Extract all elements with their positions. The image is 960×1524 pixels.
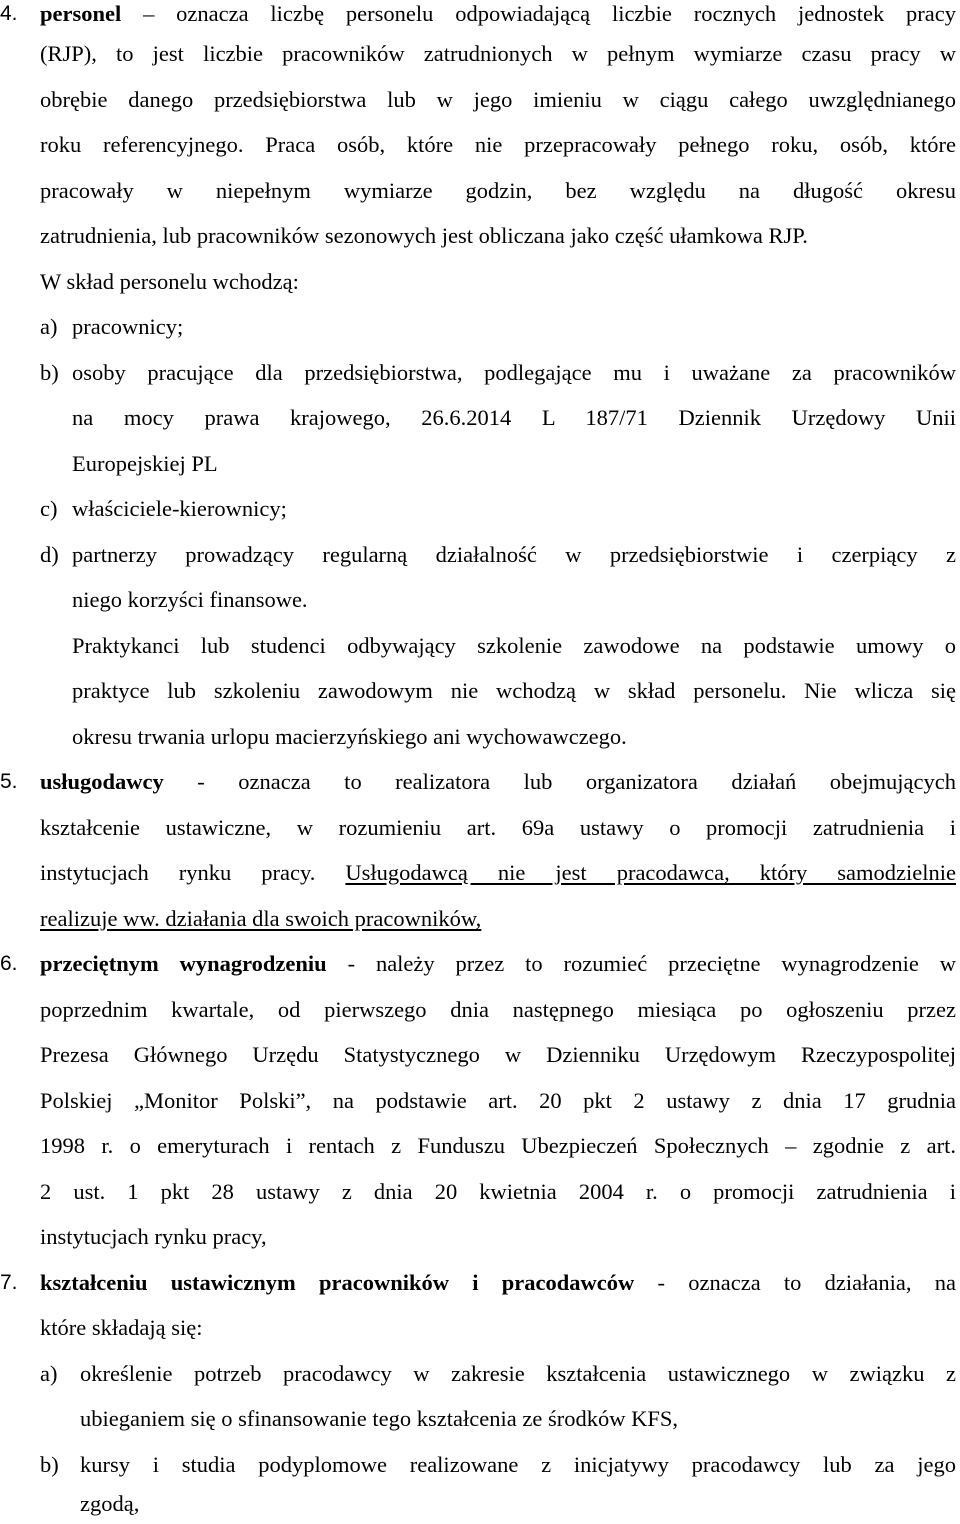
sub-item-label: a) xyxy=(40,1361,58,1386)
sub-item-label: b) xyxy=(40,360,59,385)
trainees-note-line-2 xyxy=(0,671,960,711)
item-7-line-1 xyxy=(0,1263,960,1303)
line-text: W skład personelu wchodzą: xyxy=(40,269,299,294)
item-4-line-3 xyxy=(0,80,960,120)
line-text: które składają się: xyxy=(40,1315,203,1340)
line-text xyxy=(40,899,481,939)
item-6-line-7 xyxy=(0,1217,960,1257)
definition-text: - oznacza to działania, na xyxy=(634,1270,956,1295)
underlined-text: Usługodawcą nie jest pracodawca, który samodzielnie xyxy=(345,860,956,885)
line-text: 1998 r. o emeryturach i rentach z Funduszu Ubezpieczeń Społecznych – zgodnie z art. xyxy=(40,1133,956,1158)
line-text: pracownicy; xyxy=(72,314,184,339)
line-text xyxy=(40,1263,956,1303)
line-text: Praktykanci lub studenci odbywający szkolenie zawodowe na podstawie umowy o xyxy=(72,633,956,658)
line-text xyxy=(40,853,956,893)
item-7-sub-b-line-2 xyxy=(0,1484,960,1524)
item-6-line-6 xyxy=(0,1172,960,1212)
sub-item-a xyxy=(0,307,960,347)
sub-item-b-line-2 xyxy=(0,398,960,438)
line-text: poprzednim kwartale, od pierwszego dnia następnego miesiąca po ogłoszeniu przez xyxy=(40,997,956,1022)
line-text: zgodą, xyxy=(80,1491,140,1516)
plain-text: instytucjach rynku pracy. xyxy=(40,860,346,885)
sub-item-d-line-2 xyxy=(0,580,960,620)
definition-text: - należy przez to rozumieć przeciętne wynagrodzenie w xyxy=(326,951,956,976)
item-4-line-7 xyxy=(0,262,960,302)
sub-item-b-line-1 xyxy=(0,353,960,393)
underlined-text: realizuje ww. działania dla swoich pracowników, xyxy=(40,906,482,931)
line-text: partnerzy prowadzący regularną działalność w przedsiębiorstwie i czerpiący z xyxy=(72,542,956,567)
item-6-line-4 xyxy=(0,1081,960,1121)
line-text: kształcenie ustawiczne, w rozumieniu art. 69a ustawy o promocji zatrudnienia i xyxy=(40,815,956,840)
item-5-line-4 xyxy=(0,899,960,939)
item-6-line-1 xyxy=(0,944,960,984)
trainees-note-line-1 xyxy=(0,626,960,666)
line-text: ubieganiem się o sfinansowanie tego kształcenia ze środków KFS, xyxy=(80,1406,678,1431)
item-5-line-3 xyxy=(0,853,960,893)
sub-item-label: c) xyxy=(40,496,58,521)
item-number: 6. xyxy=(0,952,18,975)
item-7-line-2 xyxy=(0,1308,960,1348)
line-text: Europejskiej PL xyxy=(72,451,218,476)
sub-item-label: a) xyxy=(40,314,58,339)
line-text: 2 ust. 1 pkt 28 ustawy z dnia 20 kwietnia 2004 r. o promocji zatrudnienia i xyxy=(40,1179,956,1204)
line-text: instytucjach rynku pracy, xyxy=(40,1224,267,1249)
line-text: praktyce lub szkoleniu zawodowym nie wchodzą w skład personelu. Nie wlicza się xyxy=(72,678,956,703)
sub-item-label: b) xyxy=(40,1452,59,1477)
item-4-line-6 xyxy=(0,216,960,256)
item-5-line-2 xyxy=(0,808,960,848)
item-number: 4. xyxy=(0,2,18,25)
definition-text: – oznacza liczbę personelu odpowiadającą liczbie rocznych jednostek pracy xyxy=(121,1,956,26)
line-text xyxy=(40,762,956,802)
item-4-line-5 xyxy=(0,171,960,211)
trainees-note-line-3 xyxy=(0,717,960,757)
item-6-line-2 xyxy=(0,990,960,1030)
term-ksztalcenie-ustawiczne: kształceniu ustawicznym pracowników i pracodawców xyxy=(40,1270,635,1295)
line-text: kursy i studia podyplomowe realizowane z inicjatywy pracodawcy lub za jego xyxy=(80,1452,956,1477)
item-7-sub-a-line-1 xyxy=(0,1354,960,1394)
line-text xyxy=(40,944,956,984)
item-5-line-1 xyxy=(0,762,960,802)
term-personel: personel xyxy=(40,1,122,26)
sub-item-b-line-3 xyxy=(0,444,960,484)
line-text: niego korzyści finansowe. xyxy=(72,587,308,612)
item-7-sub-a-line-2 xyxy=(0,1399,960,1439)
line-text: zatrudnienia, lub pracowników sezonowych jest obliczana jako część ułamkowa RJP. xyxy=(40,223,808,248)
item-6-line-5 xyxy=(0,1126,960,1166)
item-4-line-4 xyxy=(0,125,960,165)
line-text: Prezesa Głównego Urzędu Statystycznego w Dzienniku Urzędowym Rzeczypospolitej xyxy=(40,1042,956,1067)
line-text: okresu trwania urlopu macierzyńskiego ani wychowawczego. xyxy=(72,724,627,749)
line-text: właściciele-kierownicy; xyxy=(72,496,287,521)
line-text: określenie potrzeb pracodawcy w zakresie kształcenia ustawicznego w związku z xyxy=(80,1361,956,1386)
line-text xyxy=(40,0,956,34)
definition-text: - oznacza to realizatora lub organizatora działań obejmujących xyxy=(163,769,956,794)
sub-item-c xyxy=(0,489,960,529)
item-7-sub-b-line-1 xyxy=(0,1445,960,1485)
item-4-line-1 xyxy=(0,0,960,34)
item-4-line-2 xyxy=(0,34,960,74)
line-text: pracowały w niepełnym wymiarze godzin, bez względu na długość okresu xyxy=(40,178,956,203)
sub-item-d-line-1 xyxy=(0,535,960,575)
item-number: 5. xyxy=(0,770,18,793)
term-uslugodawcy: usługodawcy xyxy=(40,769,164,794)
line-text: Polskiej „Monitor Polski”, na podstawie art. 20 pkt 2 ustawy z dnia 17 grudnia xyxy=(40,1088,956,1113)
line-text: roku referencyjnego. Praca osób, które nie przepracowały pełnego roku, osób, które xyxy=(40,132,956,157)
line-text: (RJP), to jest liczbie pracowników zatrudnionych w pełnym wymiarze czasu pracy w xyxy=(40,41,956,66)
line-text: obrębie danego przedsiębiorstwa lub w jego imieniu w ciągu całego uwzględnianego xyxy=(40,87,956,112)
item-number: 7. xyxy=(0,1271,18,1294)
term-przecietne-wynagrodzenie: przeciętnym wynagrodzeniu xyxy=(40,951,327,976)
sub-item-label: d) xyxy=(40,542,59,567)
line-text: na mocy prawa krajowego, 26.6.2014 L 187/71 Dziennik Urzędowy Unii xyxy=(72,405,956,430)
line-text: osoby pracujące dla przedsiębiorstwa, podlegające mu i uważane za pracowników xyxy=(72,360,956,385)
item-6-line-3 xyxy=(0,1035,960,1075)
